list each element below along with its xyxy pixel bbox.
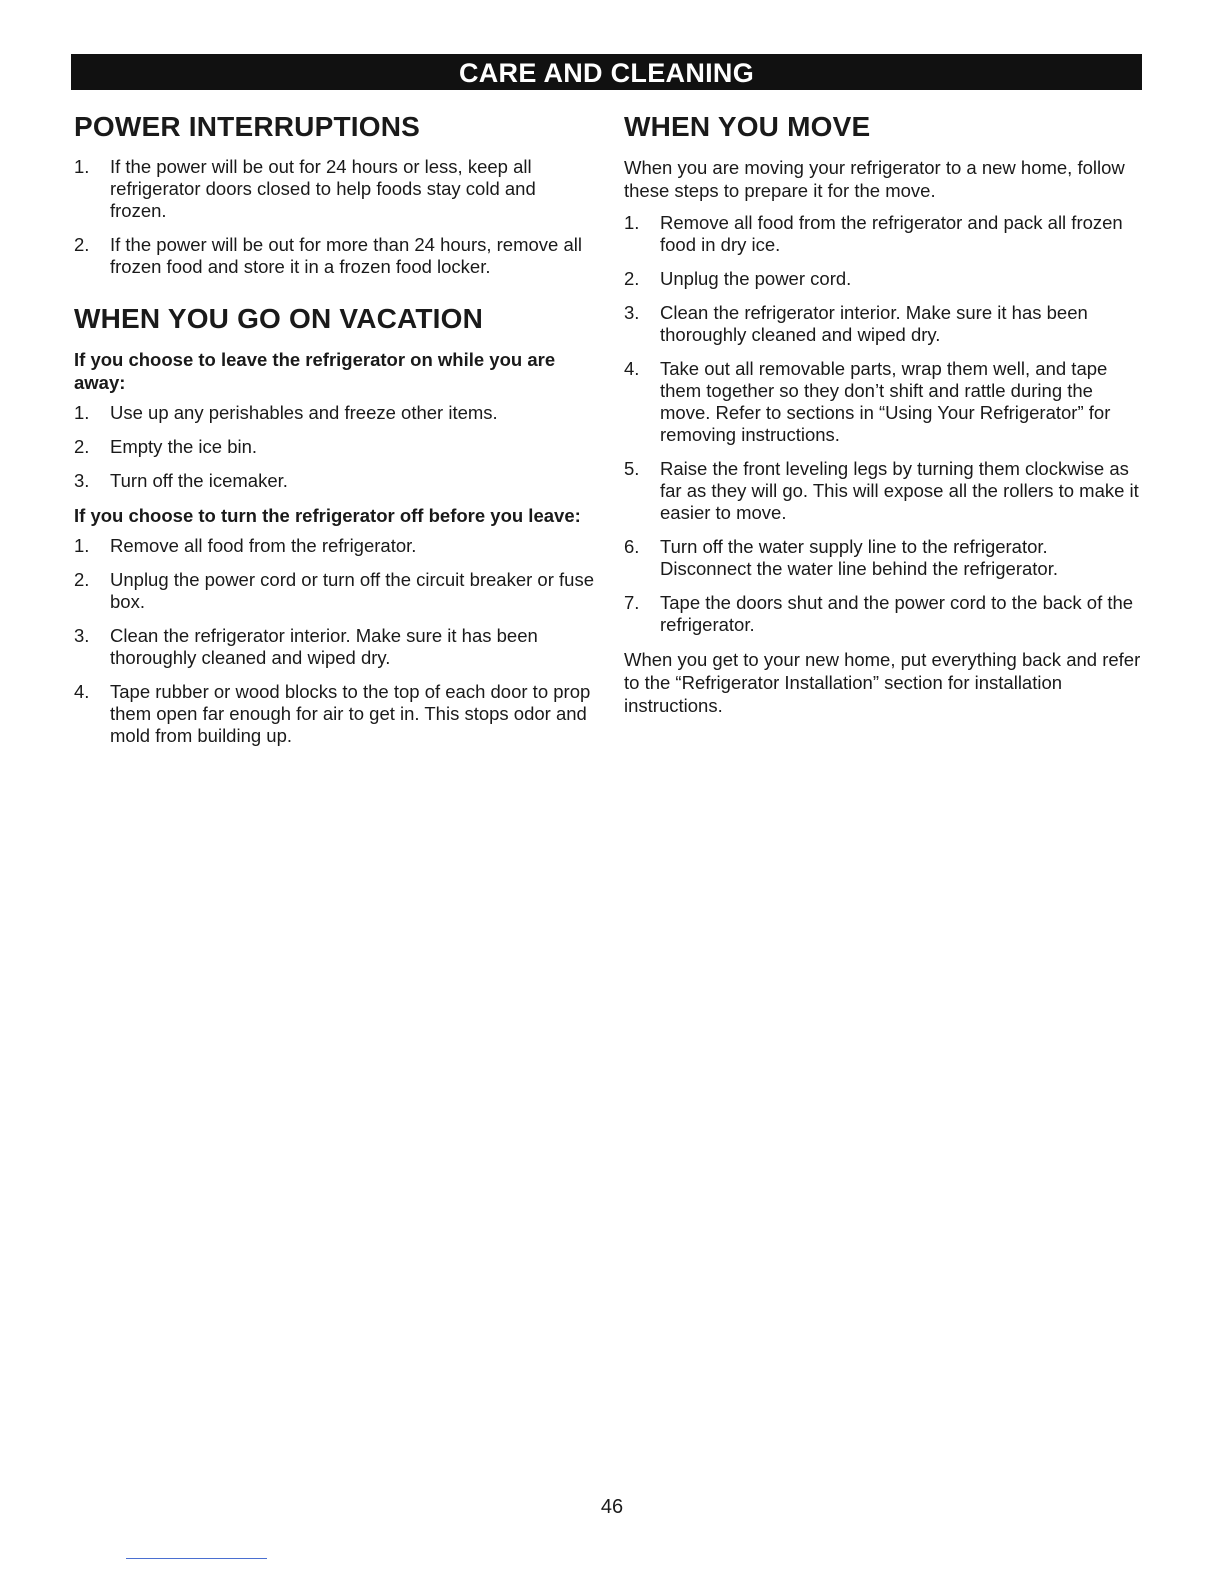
list-item-text: Remove all food from the refrigerator. — [110, 535, 417, 556]
list-item-number: 2. — [74, 569, 90, 590]
list-item-number: 1. — [624, 212, 640, 233]
when-you-move-heading: WHEN YOU MOVE — [624, 111, 871, 142]
list-item-number: 1. — [74, 535, 90, 556]
list-item — [624, 302, 1144, 346]
vacation-off-list — [74, 535, 594, 747]
list-item — [624, 592, 1144, 636]
list-item — [624, 536, 1144, 580]
list-item-text: Unplug the power cord. — [660, 268, 852, 289]
list-item — [624, 358, 1144, 446]
list-item-number: 7. — [624, 592, 640, 613]
list-item-text: Turn off the water supply line to the refrigerator. Disconnect the water line behind the refrigerator. — [660, 536, 1058, 579]
section-banner: CARE AND CLEANING — [71, 54, 1142, 90]
list-item-number: 6. — [624, 536, 640, 557]
list-item-text: Use up any perishables and freeze other items. — [110, 402, 498, 423]
list-item — [74, 470, 594, 492]
list-item-text: If the power will be out for 24 hours or less, keep all refrigerator doors closed to help foods stay cold and frozen. — [110, 156, 536, 221]
list-item-number: 2. — [74, 234, 90, 255]
list-item — [624, 268, 1144, 290]
list-item-text: Turn off the icemaker. — [110, 470, 288, 491]
list-item — [74, 681, 594, 747]
list-item — [624, 212, 1144, 256]
list-item-text: Clean the refrigerator interior. Make sure it has been thoroughly cleaned and wiped dry. — [660, 302, 1088, 345]
vacation-on-subheading: If you choose to leave the refrigerator on while you are away: — [74, 349, 556, 393]
list-item-text: Take out all removable parts, wrap them well, and tape them together so they don’t shift and rattle during the move. Refer to sections in “Using Your Refrigerator” for removing instructions. — [660, 358, 1111, 445]
list-item-number: 5. — [624, 458, 640, 479]
list-item-text: If the power will be out for more than 24 hours, remove all frozen food and store it in a frozen food locker. — [110, 234, 582, 277]
list-item-number: 2. — [624, 268, 640, 289]
power-interruptions-list — [74, 156, 594, 278]
list-item-number: 4. — [74, 681, 90, 702]
list-item-text: Tape rubber or wood blocks to the top of each door to prop them open far enough for air to get in. This stops odor and mold from building up. — [110, 681, 591, 746]
page-number: 46 — [600, 1496, 624, 1518]
power-interruptions-heading: POWER INTERRUPTIONS — [74, 111, 421, 142]
right-column — [624, 110, 1144, 727]
list-item-number: 2. — [74, 436, 90, 457]
vacation-off-subheading: If you choose to turn the refrigerator off before you leave: — [74, 505, 581, 526]
list-item-number: 1. — [74, 156, 90, 177]
list-item-text: Empty the ice bin. — [110, 436, 258, 457]
list-item — [74, 156, 594, 222]
list-item — [74, 535, 594, 557]
move-intro: When you are moving your refrigerator to a new home, follow these steps to prepare it for the move. — [624, 157, 1125, 201]
list-item — [74, 569, 594, 613]
list-item-number: 3. — [624, 302, 640, 323]
list-item-number: 3. — [74, 470, 90, 491]
vacation-on-list — [74, 402, 594, 492]
list-item-text: Remove all food from the refrigerator and pack all frozen food in dry ice. — [660, 212, 1123, 255]
list-item — [74, 436, 594, 458]
list-item-number: 1. — [74, 402, 90, 423]
list-item — [74, 234, 594, 278]
move-steps-list — [624, 212, 1144, 636]
list-item-number: 4. — [624, 358, 640, 379]
list-item-text: Tape the doors shut and the power cord to the back of the refrigerator. — [660, 592, 1134, 635]
list-item — [74, 402, 594, 424]
list-item-number: 3. — [74, 625, 90, 646]
list-item-text: Clean the refrigerator interior. Make sure it has been thoroughly cleaned and wiped dry. — [110, 625, 538, 668]
left-column — [74, 110, 594, 759]
vacation-heading: WHEN YOU GO ON VACATION — [74, 303, 484, 334]
footer-rule — [126, 1558, 267, 1559]
list-item-text: Unplug the power cord or turn off the circuit breaker or fuse box. — [110, 569, 594, 612]
list-item — [624, 458, 1144, 524]
list-item — [74, 625, 594, 669]
list-item-text: Raise the front leveling legs by turning them clockwise as far as they will go. This will expose all the rollers to make it easier to move. — [660, 458, 1139, 523]
move-outro: When you get to your new home, put everything back and refer to the “Refrigerator Installation” section for installation instructions. — [624, 649, 1141, 716]
